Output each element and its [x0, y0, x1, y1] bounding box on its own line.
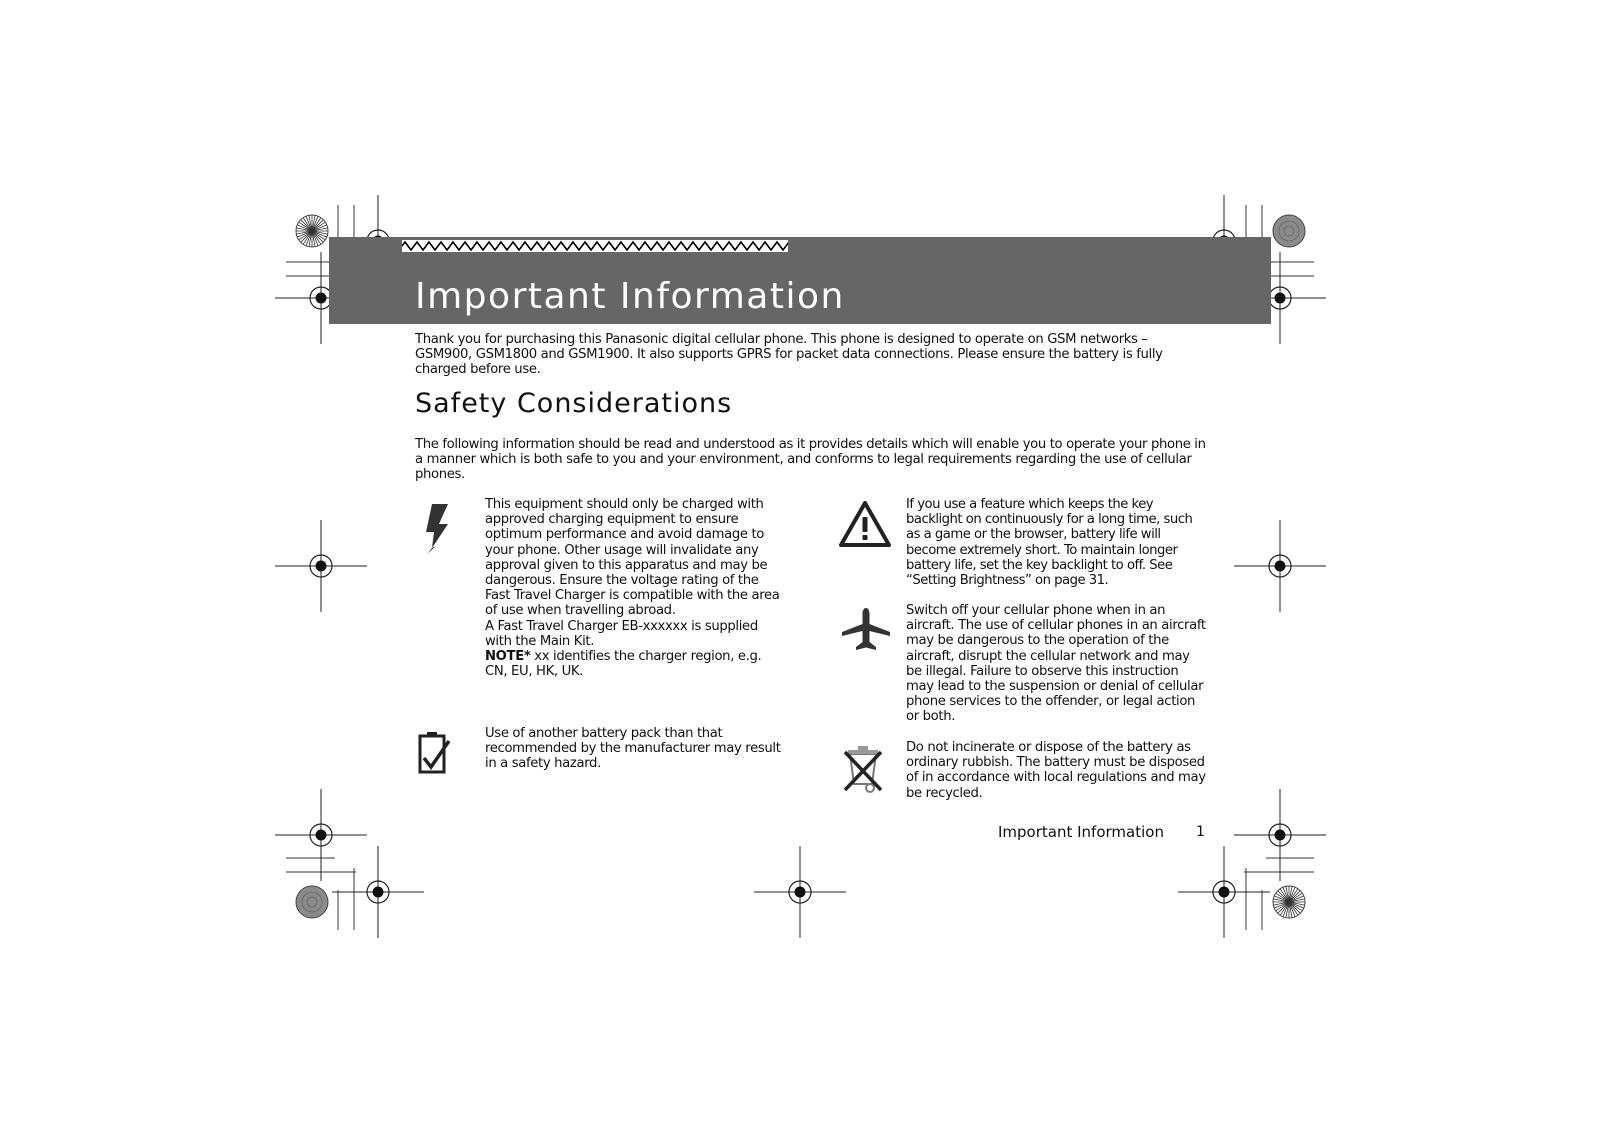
page-number: 1: [1196, 824, 1205, 840]
charger-text: This equipment should only be charged with approved charging equipment to ensure optimum performance and avoid damage to your phone. Other usage will invalidate any approval given to this apparatus and may be dangerous. Ensure the voltage rating of the Fast Travel Charger is compatible with the area of use when travelling abroad.: [485, 497, 780, 619]
header-strip-decoration: [402, 240, 788, 252]
section-title: Safety Considerations: [415, 388, 733, 419]
backlight-safety-item: If you use a feature which keeps the key backlight on continuously for a long time, such as a game or the browser, battery life will become extremely short. To maintain longer battery life, set the key backlight to off. See “Setting Brightness” on page 31.: [906, 497, 1193, 589]
note-label: NOTE*: [485, 649, 531, 665]
crossed-bin-icon: [842, 744, 884, 796]
charger-supplied-text: A Fast Travel Charger EB-xxxxxx is supplied with the Main Kit.: [485, 618, 758, 649]
airplane-icon: [840, 606, 892, 654]
charger-safety-item: [485, 497, 785, 679]
lightning-icon: [418, 502, 458, 556]
disposal-safety-item: Do not incinerate or dispose of the battery as ordinary rubbish. The battery must be disposed of in accordance with local regulations and may be recycled.: [906, 740, 1206, 801]
note-text: xx identifies the charger region, e.g. CN, EU, HK, UK.: [485, 649, 762, 680]
warning-triangle-icon: [838, 500, 892, 548]
battery-pack-safety-item: Use of another battery pack than that recommended by the manufacturer may result in a safety hazard.: [485, 726, 781, 772]
section-intro-paragraph: The following information should be read and understood as it provides details which will enable you to operate your phone in a manner which is both safe to you and your environment, and conforms to legal requirements regarding the use of cellular phones.: [415, 437, 1206, 483]
battery-check-icon: [417, 731, 451, 775]
intro-paragraph: Thank you for purchasing this Panasonic digital cellular phone. This phone is designed to operate on GSM networks – GSM900, GSM1800 and GSM1900. It also supports GPRS for packet data connections. Please ensure the battery is fully charged before use.: [415, 332, 1163, 378]
footer-section-label: Important Information: [998, 823, 1164, 841]
page-title: Important Information: [415, 276, 845, 317]
aircraft-safety-item: Switch off your cellular phone when in an aircraft. The use of cellular phones in an aircraft may be dangerous to the operation of the aircraft, disrupt the cellular network and may be illegal. Failure to observe this instruction may lead to the suspension or denial of cellular phone services to the offender, or legal action or both.: [906, 603, 1206, 725]
